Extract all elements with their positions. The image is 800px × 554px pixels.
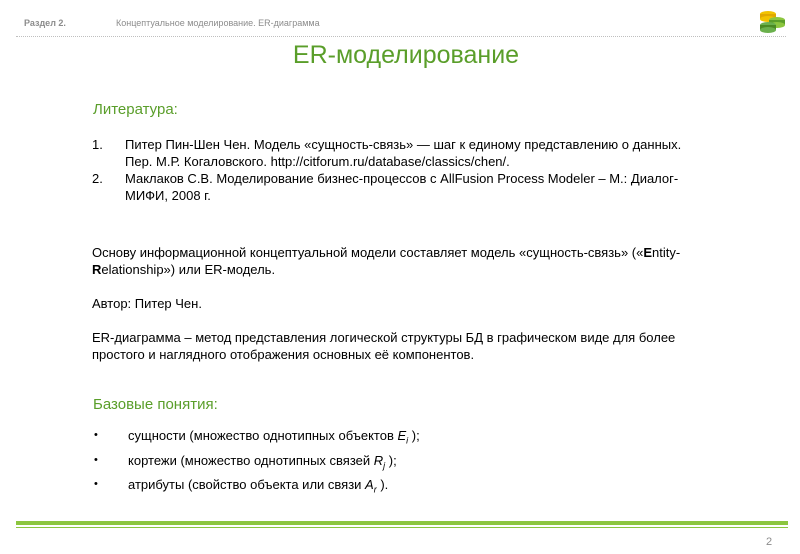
literature-heading: Литература: bbox=[93, 101, 178, 118]
basics-item-text: атрибуты (свойство объекта или связи bbox=[128, 477, 366, 493]
footer-bar bbox=[16, 521, 788, 525]
basics-symbol: R bbox=[373, 452, 384, 468]
basics-subscript: j bbox=[383, 460, 386, 471]
footer-line bbox=[16, 527, 788, 528]
basics-item-text: сущности (множество однотипных объектов bbox=[128, 428, 398, 443]
item-number: 1. bbox=[92, 137, 103, 152]
literature-item bbox=[92, 136, 702, 170]
header-divider bbox=[16, 36, 786, 37]
basics-item-tail: ); bbox=[408, 428, 420, 443]
literature-list bbox=[92, 136, 702, 204]
basics-heading: Базовые понятия: bbox=[93, 396, 218, 413]
definition-paragraph: ER-диаграмма – метод представления логической структуры БД в графическом виде для более простого и наглядного отображения основных её компонентов. bbox=[92, 330, 676, 362]
basics-subscript: i bbox=[406, 435, 409, 446]
page-number: 2 bbox=[766, 536, 773, 548]
literature-item-text: Маклаков С.В. Моделирование бизнес-процессов с AllFusion Process Modeler – М.: Диалог-МИФИ, 2008 г. bbox=[125, 171, 679, 203]
intro-text: ntity- bbox=[652, 245, 681, 260]
basics-item bbox=[92, 451, 692, 476]
slide-title: ER-моделирование bbox=[292, 41, 520, 69]
basics-item bbox=[92, 475, 692, 500]
literature-item bbox=[92, 170, 702, 204]
author-paragraph: Автор: Питер Чен. bbox=[92, 296, 202, 311]
basics-symbol: E bbox=[397, 428, 407, 443]
basics-item-text: кортежи (множество однотипных связей bbox=[128, 452, 374, 468]
bullet-icon: • bbox=[94, 429, 98, 441]
section-subtitle: Концептуальное моделирование. ER-диаграмма bbox=[116, 18, 320, 28]
literature-item-text: Питер Пин-Шен Чен. Модель «сущность-связь» — шаг к единому представлению о данных. Пер. М.Р. Когаловского. http://citforum.ru/database/classics/chen/. bbox=[125, 137, 682, 169]
basics-item-tail: ); bbox=[385, 452, 397, 468]
section-label: Раздел 2. bbox=[24, 18, 66, 28]
intro-text: Основу информационной концептуальной модели составляет модель «сущность-связь» (« bbox=[92, 245, 644, 260]
bullet-icon: • bbox=[94, 478, 98, 491]
intro-text: elationship») или ER-модель. bbox=[101, 262, 276, 277]
item-number: 2. bbox=[92, 171, 103, 186]
basics-symbol: A bbox=[365, 477, 374, 493]
bullet-icon: • bbox=[94, 453, 98, 466]
basics-subscript: r bbox=[373, 484, 377, 495]
intro-bold-letter: R bbox=[92, 262, 102, 277]
intro-paragraph bbox=[92, 244, 712, 278]
basics-item-tail: ). bbox=[376, 477, 389, 493]
basics-item bbox=[92, 426, 692, 451]
database-logo-icon bbox=[757, 8, 787, 34]
basics-list bbox=[92, 426, 692, 500]
intro-block bbox=[92, 244, 712, 380]
intro-bold-letter: E bbox=[643, 245, 653, 260]
